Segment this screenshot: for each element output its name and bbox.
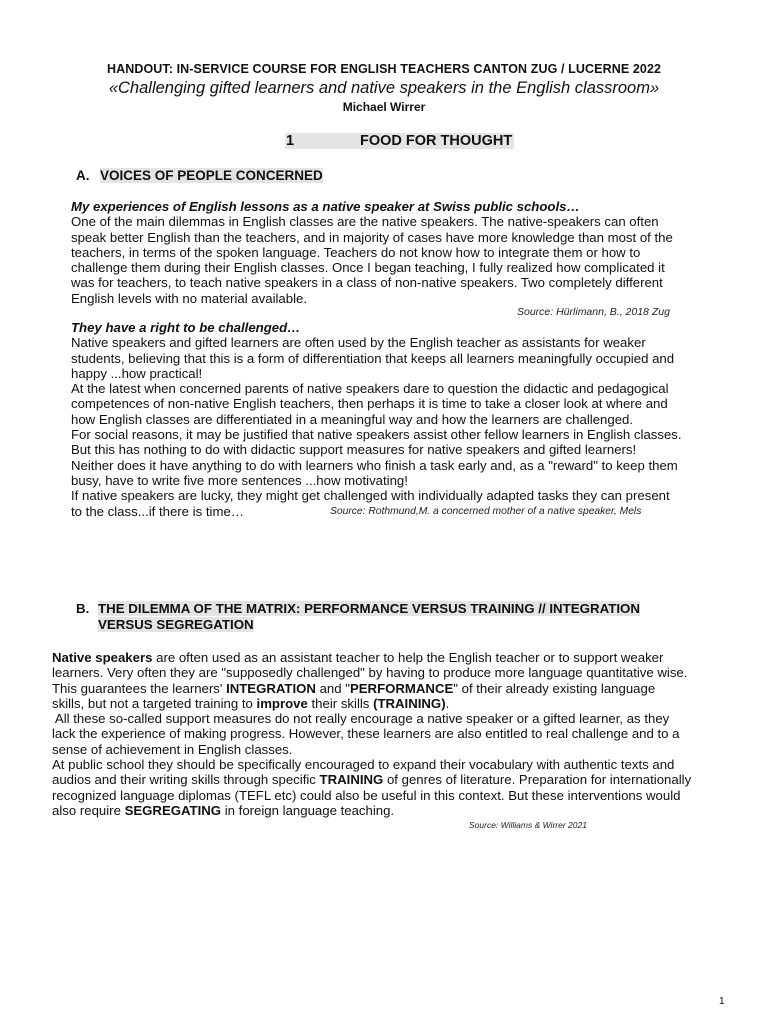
paragraph-text: . [445,695,450,711]
quote-2-line: Native speakers and gifted learners are often used by the English teacher as assistants for weaker [71,335,646,351]
paragraph-text: their skills [307,695,374,711]
section-1-title: FOOD FOR THOUGHT [360,133,513,149]
quote-1-line: was for teachers, to teach native speakers in a class of non-native speakers. Two completely different [71,275,663,291]
term-segregating: SEGREGATING [124,802,222,818]
paragraph-text: in foreign language teaching. [221,802,395,818]
quote-2-line: If native speakers are lucky, they might get challenged with individually adapted tasks they can present [71,488,670,504]
quote-2-title: They have a right to be challenged… [71,320,301,335]
section-1-heading [285,133,514,149]
quote-2-line: happy ...how practical! [71,365,203,381]
paragraph-text: audios and their writing skills through specific [52,772,320,788]
quote-2-line: students, believing that this is a form of differentiation that keeps all learners meaningfully occupied and [71,350,675,366]
section-b-title-line1: THE DILEMMA OF THE MATRIX: PERFORMANCE VERSUS TRAINING // INTEGRATION [98,601,640,616]
paragraph-text: lack the experience of making progress. However, these learners are also entitled to real challenge and to a [52,726,680,742]
section-b-title-line2: VERSUS SEGREGATION [98,616,254,632]
paragraph-text: also require [52,802,125,818]
paragraph-text: All these so-called support measures do not really encourage a native speaker or a gifted learner, as they [52,711,670,727]
quote-1-source: Source: Hürlimann, B., 2018 Zug [517,306,670,318]
quote-2-line: For social reasons, it may be justified that native speakers assist other fellow learners in English classes. [71,427,682,443]
paragraph-text: learners. Very often they are "supposedly challenged" by having to produce more language quantitative wise. [52,665,688,681]
author-name: Michael Wirrer [342,100,426,114]
section-b-source: Source: Williams & Wirrer 2021 [469,820,587,830]
handout-subtitle: «Challenging gifted learners and native speakers in the English classroom» [108,79,660,97]
paragraph-text: of genres of literature. Preparation for internationally [383,772,692,788]
paragraph-text: skills, but not a targeted training to [52,695,257,711]
quote-2-line: At the latest when concerned parents of native speakers dare to question the didactic and pedagogical [71,381,669,397]
quote-1-block [71,199,731,306]
term-training: (TRAINING) [373,695,446,711]
paragraph-text: This guarantees the learners' [52,680,227,696]
section-a-letter: A. [76,168,90,183]
quote-2-line: But this has nothing to do with didactic support measures for native speakers and gifted learners! [71,442,637,458]
quote-1-title: My experiences of English lessons as a native speaker at Swiss public schools… [71,199,580,214]
quote-2-line: Neither does it have anything to do with learners who finish a task early and, as a "reward" to keep them [71,457,678,473]
term-native-speakers: Native speakers [52,650,153,665]
term-improve: improve [256,695,308,711]
paragraph-text: " of their already existing language [453,680,656,696]
quote-2-source: Source: Rothmund,M. a concerned mother of a native speaker, Mels [330,506,642,517]
quote-2-line: how English classes are differentiated in a meaningful way and how the learners are challenged. [71,411,634,427]
term-integration: INTEGRATION [226,680,316,696]
quote-2-block [71,320,731,519]
quote-1-line: challenge them during their English classes. Once I began teaching, I fully realized how complicated it [71,260,665,276]
quote-1-line: English levels with no material available. [71,290,308,306]
paragraph-text: recognized language diplomas (TEFL etc) could also be useful in this context. But these interventions would [52,787,681,803]
quote-1-line: teachers, in terms of the spoken language. Teachers do not know how to integrate them or how to [71,244,641,260]
section-b-letter: B. [76,601,90,616]
handout-title: HANDOUT: IN-SERVICE COURSE FOR ENGLISH TEACHERS CANTON ZUG / LUCERNE 2022 [106,62,662,76]
paragraph-text: sense of achievement in English classes. [52,741,293,757]
term-performance: PERFORMANCE [349,680,454,696]
paragraph-text: At public school they should be specifically encouraged to expand their vocabulary with authentic texts and [52,757,675,773]
section-a-title: VOICES OF PEOPLE CONCERNED [100,168,323,183]
paragraph-text: and " [315,680,350,696]
quote-1-line: speak better English than the teachers, and in majority of cases have more knowledge than most of the [71,229,673,245]
section-b-heading [76,601,640,632]
term-training: TRAINING [319,772,384,788]
section-b-paragraph [52,650,732,818]
section-1-number: 1 [286,133,295,149]
paragraph-text: are often used as an assistant teacher to help the English teacher or to support weaker [152,650,664,665]
page-number: 1 [719,996,725,1007]
quote-2-line: competences of non-native English teachers, then perhaps it is time to take a closer look at where and [71,396,668,412]
quote-2-line: busy, have to write five more sentences ...how motivating! [71,472,408,488]
section-a-heading [76,168,323,183]
quote-2-line: to the class...if there is time… [71,503,244,519]
quote-1-line: One of the main dilemmas in English classes are the native speakers. The native-speakers can often [71,214,659,230]
